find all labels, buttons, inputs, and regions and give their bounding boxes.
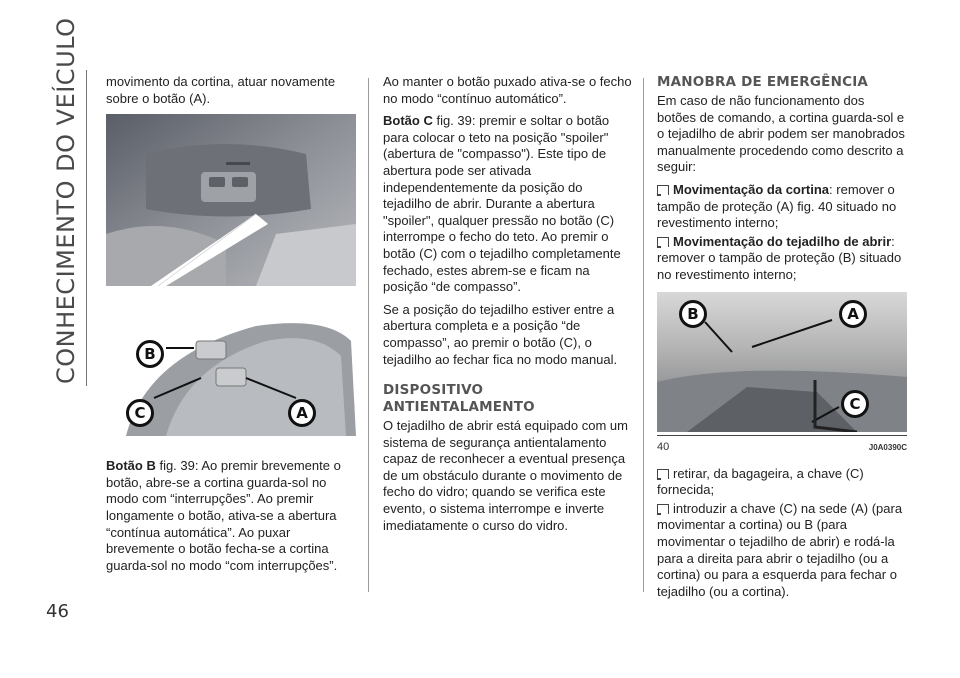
figure-40 — [657, 292, 907, 452]
section-heading: DISPOSITIVO ANTIENTALAMENTO — [383, 382, 535, 416]
figure-label-a: A — [288, 399, 316, 427]
page-number: 46 — [46, 601, 69, 622]
botao-b-paragraph — [106, 458, 356, 574]
figure-number: 40 — [657, 440, 670, 453]
botao-c-text: fig. 39: premir e soltar o botão para colocar o teto na posição "spoiler" (abertura de "compasso"). Este tipo de abertura pode ser ativada independentemente da posição do tejadilho de abrir. Durante a abertura "spoiler", qualquer pressão no botão (C) interrompe o fecho do teto. Ao premir o botão (C) com o tejadilho completamente fechado, estes abrem-se e ficam na posição “de compasso”. — [383, 113, 621, 295]
botao-c-lead: Botão C — [383, 113, 433, 129]
figure-label-c: C — [126, 399, 154, 427]
bullet-lead: Movimentação do tejadilho de abrir — [673, 233, 892, 249]
figure-caption — [657, 435, 907, 457]
paragraph-1: Em caso de não funcionamento dos botões de comando, a cortina guarda-sol e o tejadilho de abrir podem ser manobrados manualmente procedendo como descrito a seguir: — [657, 93, 905, 175]
bullet-item-1 — [657, 182, 907, 232]
botao-b-text: fig. 39: Ao premir brevemente o botão, abre-se a cortina guarda-sol no modo com “interrupções”. Ao premir longamente o botão, ativa-se a abertura “contínua automática”. Ao puxar brevemente o botão fecha-se a cortina guarda-sol no modo “com interrupções”. — [106, 458, 341, 573]
bullet-icon — [657, 185, 669, 195]
bullet-icon — [657, 469, 669, 479]
bullet-text: : remover o tampão de proteção (A) fig. 40 situado no revestimento interno; — [657, 181, 897, 231]
figure-label-b: B — [679, 300, 707, 328]
column-2 — [383, 74, 633, 540]
paragraph-4: O tejadilho de abrir está equipado com um sistema de segurança antientalamento capaz de reconhecer a eventual presença de um obstáculo durante o movimento de fecho do vidro; quando se verifica este evento, o sistema interrompe e inverte imediatamente o curso do vidro. — [383, 418, 628, 533]
bullet-icon — [657, 504, 669, 514]
section-rule — [86, 70, 87, 386]
paragraph-1: Ao manter o botão puxado ativa-se o fecho no modo “contínuo automático”. — [383, 74, 632, 106]
bullet-text: introduzir a chave (C) na sede (A) (para movimentar a cortina) ou B (para movimentar o tejadilho de abrir) e rodá-la para a direita para abrir o tejadilho (ou a cortina) ou para a esquerda para fechar o tejadilho (ou a cortina). — [657, 500, 903, 599]
bullet-item-4 — [657, 501, 907, 601]
intro-paragraph: movimento da cortina, atuar novamente sobre o botão (A). — [106, 74, 336, 106]
bullet-item-2 — [657, 234, 907, 284]
figure-code: J0A0390C — [868, 442, 907, 452]
figure-39 — [106, 114, 356, 436]
section-title: CONHECIMENTO DO VEÍCULO — [52, 17, 80, 384]
column-1 — [106, 74, 356, 580]
figure-label-b: B — [136, 340, 164, 368]
section-heading: MANOBRA DE EMERGÊNCIA — [657, 74, 869, 90]
bullet-lead: Movimentação da cortina — [673, 181, 830, 197]
bullet-item-3 — [657, 466, 907, 499]
botao-b-lead: Botão B — [106, 458, 156, 474]
headliner-photo — [106, 114, 356, 286]
column-3 — [657, 74, 907, 606]
bullet-text: : remover o tampão de proteção (B) situado no revestimento interno; — [657, 233, 902, 282]
bullet-icon — [657, 237, 669, 247]
figure-label-a: A — [839, 300, 867, 328]
column-separator-1 — [368, 78, 369, 592]
botao-c-paragraph — [383, 113, 633, 296]
column-separator-2 — [643, 78, 644, 592]
paragraph-3: Se a posição do tejadilho estiver entre a abertura completa e a posição “de compasso”, ao premir o botão (C), o tejadilho ao fechar fica no modo manual. — [383, 301, 618, 367]
figure-label-c: C — [841, 390, 869, 418]
bullet-text: retirar, da bagageira, a chave (C) fornecida; — [657, 465, 864, 498]
